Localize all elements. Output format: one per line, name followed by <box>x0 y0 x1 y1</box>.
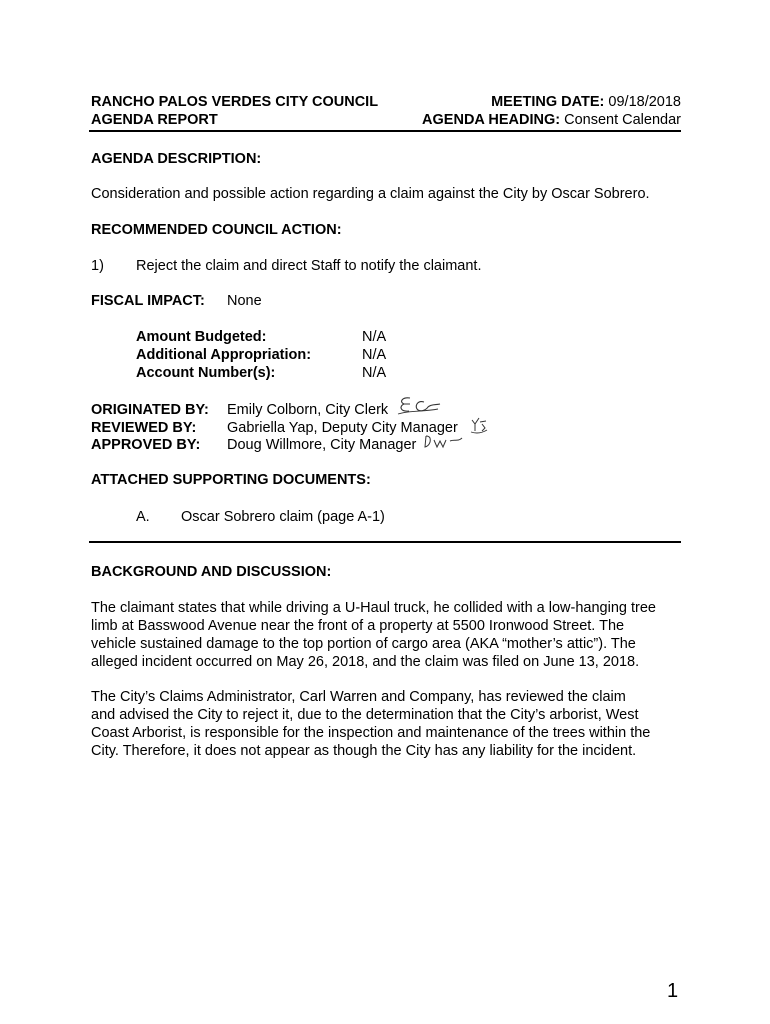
account-number-value: N/A <box>362 365 387 381</box>
background-heading: BACKGROUND AND DISCUSSION: <box>91 564 332 580</box>
originated-by-label: ORIGINATED BY: <box>91 402 209 418</box>
recommended-heading: RECOMMENDED COUNCIL ACTION: <box>91 222 342 238</box>
recommended-text: Reject the claim and direct Staff to notify the claimant. <box>136 258 482 274</box>
approved-by-label: APPROVED BY: <box>91 437 201 453</box>
paragraph-line: The City’s Claims Administrator, Carl Warren and Company, has reviewed the claim <box>91 689 626 705</box>
page-number: 1 <box>667 980 679 1002</box>
paragraph-line: City. Therefore, it does not appear as though the City has any liability for the incident. <box>91 743 637 759</box>
approved-by-value: Doug Willmore, City Manager <box>227 437 417 453</box>
amount-budgeted-label: Amount Budgeted: <box>136 329 267 345</box>
originated-by-value: Emily Colborn, City Clerk <box>227 402 389 418</box>
background-paragraph-1 <box>91 599 683 671</box>
additional-appropriation-value: N/A <box>362 347 387 363</box>
reviewed-by-value: Gabriella Yap, Deputy City Manager <box>227 420 458 436</box>
paragraph-line: vehicle sustained damage to the top portion of cargo area (AKA “mother’s attic”). The <box>91 636 636 652</box>
paragraph-line: alleged incident occurred on May 26, 2018, and the claim was filed on June 13, 2018. <box>91 654 640 670</box>
agenda-heading <box>422 111 681 129</box>
description-heading: AGENDA DESCRIPTION: <box>91 151 262 167</box>
background-paragraph-2 <box>91 688 683 760</box>
paragraph-line: limb at Basswood Avenue near the front of a property at 5500 Ironwood Street. The <box>91 618 625 634</box>
meeting-date <box>491 93 681 111</box>
description-text: Consideration and possible action regarding a claim against the City by Oscar Sobrero. <box>91 186 650 202</box>
report-type: AGENDA REPORT <box>91 112 218 128</box>
meeting-date-label: MEETING DATE: <box>491 94 605 110</box>
paragraph-line: The claimant states that while driving a U-Haul truck, he collided with a low-hanging tree <box>91 600 656 616</box>
fiscal-impact-value: None <box>227 293 262 309</box>
paragraph-line: Coast Arborist, is responsible for the inspection and maintenance of the trees within the <box>91 725 651 741</box>
attachment-letter: A. <box>136 509 150 525</box>
header-rule <box>89 130 681 132</box>
section-rule <box>89 541 681 543</box>
attachment-title: Oscar Sobrero claim (page A-1) <box>181 509 385 525</box>
reviewed-by-label: REVIEWED BY: <box>91 420 197 436</box>
agenda-heading-value: Consent Calendar <box>564 112 681 128</box>
fiscal-impact-label: FISCAL IMPACT: <box>91 293 205 309</box>
paragraph-line: and advised the City to reject it, due to the determination that the City’s arborist, West <box>91 707 639 723</box>
deputy-initials-signature <box>469 414 489 436</box>
clerk-initials-signature <box>396 393 444 417</box>
meeting-date-value: 09/18/2018 <box>608 94 681 110</box>
additional-appropriation-label: Additional Appropriation: <box>136 347 312 363</box>
recommended-number: 1) <box>91 258 104 274</box>
org-name: RANCHO PALOS VERDES CITY COUNCIL <box>91 94 379 110</box>
agenda-heading-label: AGENDA HEADING: <box>422 112 561 128</box>
attachments-heading: ATTACHED SUPPORTING DOCUMENTS: <box>91 472 371 488</box>
amount-budgeted-value: N/A <box>362 329 387 345</box>
account-number-label: Account Number(s): <box>136 365 276 381</box>
manager-initials-signature <box>422 430 466 452</box>
